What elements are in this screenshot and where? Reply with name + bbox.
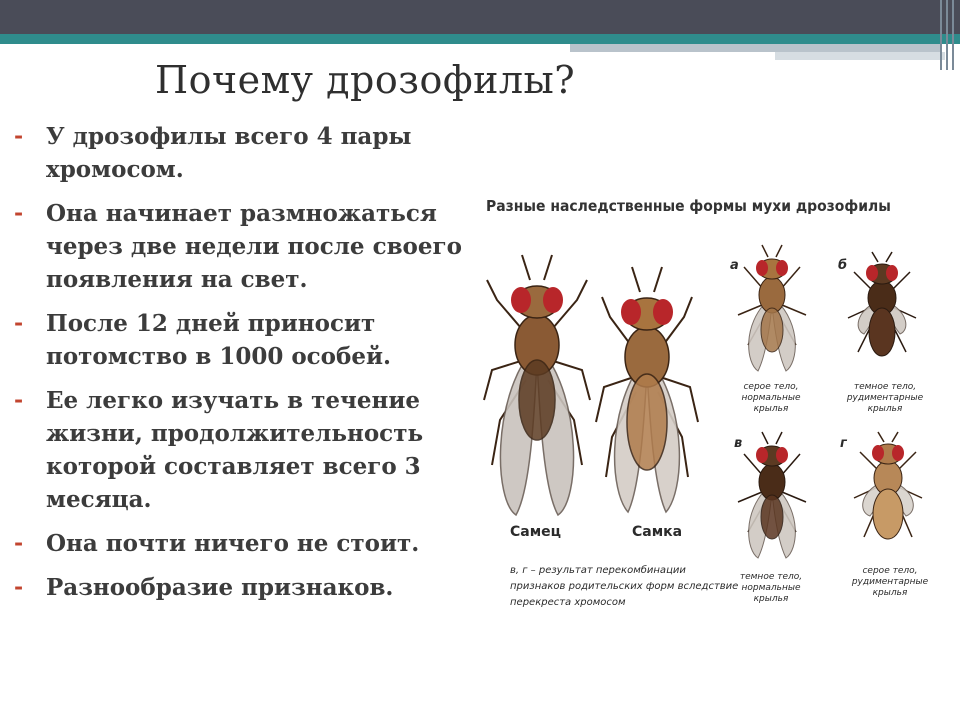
bullet-text: Она начинает размножаться через две недели после своего появления на свет. bbox=[46, 200, 462, 293]
figure-note: в, г – результат перекомбинации признаков родительских форм вследствие перекреста хромосом bbox=[510, 565, 739, 608]
figure-title: Разные наследственные формы мухи дрозофилы bbox=[486, 197, 891, 215]
bullet-text: Ее легко изучать в течение жизни, продолжительность которой составляет всего 3 месяца. bbox=[46, 387, 424, 513]
label-letter-g: г bbox=[840, 436, 847, 451]
label-letter-v: в bbox=[734, 436, 743, 451]
label-letter-b: б bbox=[838, 258, 848, 273]
caption-v: темное тело, нормальные крылья bbox=[739, 572, 803, 604]
bullet-text: У дрозофилы всего 4 пары хромосом. bbox=[46, 123, 412, 183]
header-decor-lines bbox=[938, 0, 960, 70]
male-fly-illustration bbox=[482, 240, 592, 530]
fly-g-illustration bbox=[848, 432, 928, 557]
header-grey-band bbox=[570, 44, 942, 52]
bullet-text: Разнообразие признаков. bbox=[46, 574, 394, 601]
bullet-marker: - bbox=[14, 123, 24, 149]
bullet-marker: - bbox=[14, 310, 24, 336]
label-letter-a: а bbox=[730, 258, 739, 273]
bullet-marker: - bbox=[14, 530, 24, 556]
bullet-marker: - bbox=[14, 574, 24, 600]
bullet-item bbox=[14, 197, 484, 296]
female-fly-illustration bbox=[592, 262, 702, 522]
bullet-text: После 12 дней приносит потомство в 1000 особей. bbox=[46, 310, 392, 370]
bullet-list bbox=[14, 120, 484, 615]
bullet-item bbox=[14, 571, 484, 604]
header-grey-band-secondary bbox=[775, 52, 945, 60]
caption-b: темное тело, рудиментарные крылья bbox=[846, 382, 924, 414]
caption-g: серое тело, рудиментарные крылья bbox=[851, 566, 929, 598]
female-label: Самка bbox=[632, 524, 683, 540]
fly-b-illustration bbox=[842, 252, 922, 372]
bullet-item bbox=[14, 120, 484, 186]
bullet-item bbox=[14, 307, 484, 373]
fly-v-illustration bbox=[732, 432, 812, 562]
bullet-item bbox=[14, 384, 484, 516]
slide-title: Почему дрозофилы? bbox=[155, 58, 576, 102]
bullet-marker: - bbox=[14, 200, 24, 226]
bullet-text: Она почти ничего не стоит. bbox=[46, 530, 420, 557]
header-bar bbox=[0, 0, 960, 34]
caption-a: серое тело, нормальные крылья bbox=[741, 382, 801, 414]
bullet-item bbox=[14, 527, 484, 560]
fly-a-illustration bbox=[732, 245, 812, 375]
male-label: Самец bbox=[510, 524, 562, 540]
bullet-marker: - bbox=[14, 387, 24, 413]
header-accent-band bbox=[0, 34, 960, 44]
